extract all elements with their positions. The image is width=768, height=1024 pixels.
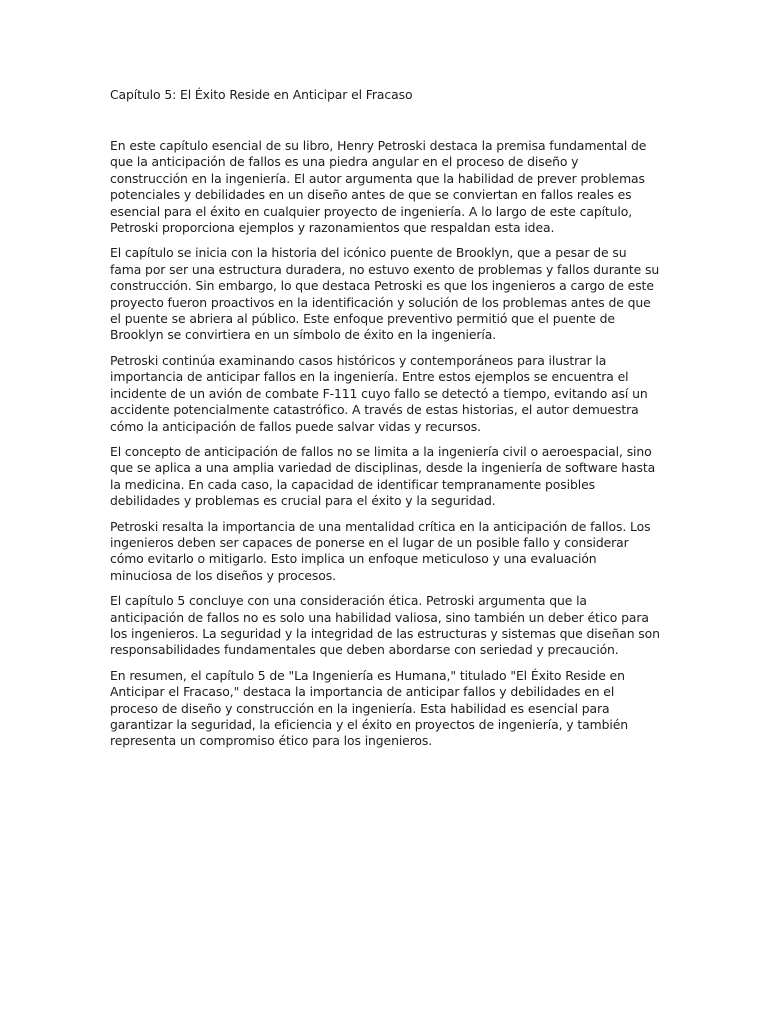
paragraph-critical-mindset: Petroski resalta la importancia de una mentalidad crítica en la anticipación de fallos. Los ingenieros deben ser capaces de ponerse en el lugar de un posible fallo y considerar cómo evitarlo o mitigarlo. Esto implica un enfoque meticuloso y una evaluación minuciosa de los diseños y procesos.: [110, 518, 651, 583]
paragraph-historical-cases: Petroski continúa examinando casos históricos y contemporáneos para ilustrar la importancia de anticipar fallos en la ingeniería. Entre estos ejemplos se encuentra el incidente de un avión de combate F-111 cuyo fallo se detectó a tiempo, evitando así un accidente potencialmente catastrófico. A través de estas historias, el autor demuestra cómo la anticipación de fallos puede salvar vidas y recursos.: [110, 352, 648, 434]
paragraph-intro: En este capítulo esencial de su libro, Henry Petroski destaca la premisa fundamental de que la anticipación de fallos es una piedra angular en el proceso de diseño y construcción en la ingeniería. El autor argumenta que la habilidad de prever problemas potenciales y debilidades en un diseño antes de que se conviertan en fallos reales es esencial para el éxito en cualquier proyecto de ingeniería. A lo largo de este capítulo, Petroski proporciona ejemplos y razonamientos que respaldan esta idea.: [110, 138, 647, 236]
paragraph-summary: En resumen, el capítulo 5 de "La Ingeniería es Humana," titulado "El Éxito Reside en Anticipar el Fracaso," destaca la importancia de anticipar fallos y debilidades en el proceso de diseño y construcción en la ingeniería. Esta habilidad es esencial para garantizar la seguridad, la eficiencia y el éxito en proyectos de ingeniería, y también representa un compromiso ético para los ingenieros.: [110, 667, 628, 749]
paragraph-disciplines: El concepto de anticipación de fallos no se limita a la ingeniería civil o aeroespacial, sino que se aplica a una amplia variedad de disciplinas, desde la ingeniería de software hasta la medicina. En cada caso, la capacidad de identificar tempranamente posibles debilidades y problemas es crucial para el éxito y la seguridad.: [110, 443, 656, 509]
document-body: [110, 138, 660, 759]
paragraph-brooklyn-bridge: El capítulo se inicia con la historia del icónico puente de Brooklyn, que a pesar de su fama por ser una estructura duradera, no estuvo exento de problemas y fallos durante su construcción. Sin embargo, lo que destaca Petroski es que los ingenieros a cargo de este proyecto fueron proactivos en la identificación y solución de los problemas antes de que el puente se abriera al público. Este enfoque preventivo permitió que el puente de Brooklyn se convirtiera en un símbolo de éxito en la ingeniería.: [110, 245, 660, 343]
document-title: Capítulo 5: El Éxito Reside en Anticipar el Fracaso: [110, 87, 413, 102]
paragraph-ethics: El capítulo 5 concluye con una consideración ética. Petroski argumenta que la anticipación de fallos no es solo una habilidad valiosa, sino también un deber ético para los ingenieros. La seguridad y la integridad de las estructuras y sistemas que diseñan son responsabilidades fundamentales que deben abordarse con seriedad y precaución.: [110, 593, 660, 658]
